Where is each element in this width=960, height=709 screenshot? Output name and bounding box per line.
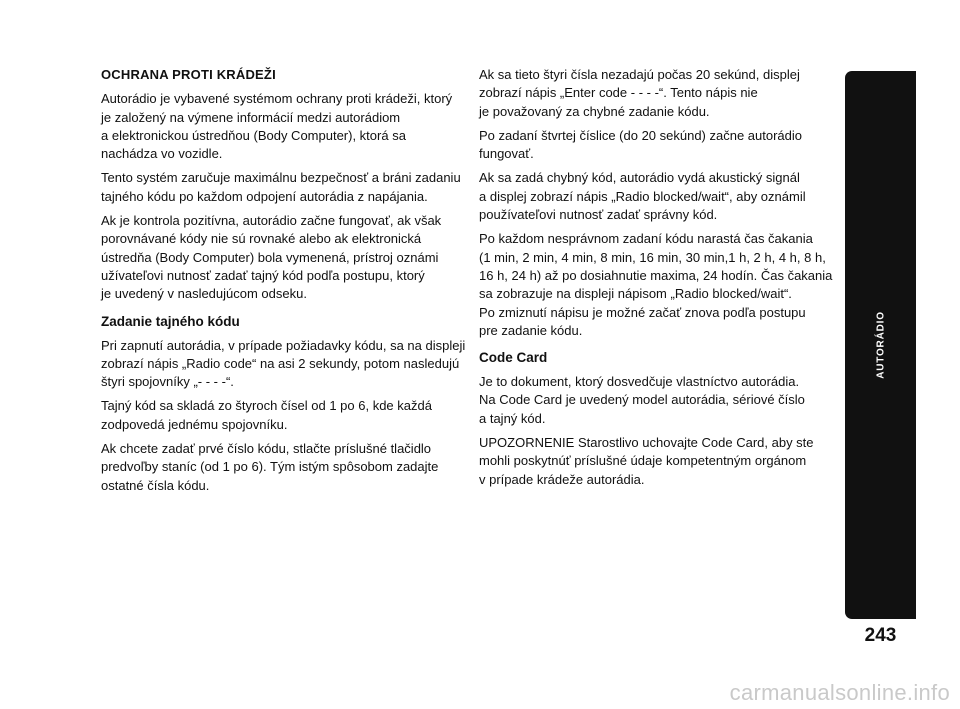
chapter-label: AUTORÁDIO <box>875 311 886 379</box>
paragraph: Ak chcete zadať prvé číslo kódu, stlačte príslušné tlačidlo predvoľby staníc (od 1 po 6). Tým istým spôsobom zadajte ostatné čísla kódu. <box>101 441 439 493</box>
paragraph: Autorádio je vybavené systémom ochrany proti krádeži, ktorý je založený na výmene informácií medzi autorádiom a elektronickou ústredňou (Body Computer), ktorá sa nachádza vo vozidle. <box>101 91 453 162</box>
paragraph: Tajný kód sa skladá zo štyroch čísel od 1 po 6, kde každá zodpovedá jednému spojovníku. <box>101 398 432 432</box>
paragraph: UPOZORNENIE Starostlivo uchovajte Code Card, aby ste mohli poskytnúť príslušné údaje kompetentným orgánom v prípade krádeže autorádia. <box>479 435 814 487</box>
page-number: 243 <box>864 625 897 646</box>
chapter-side-tab <box>845 71 916 619</box>
paragraph: Je to dokument, ktorý dosvedčuje vlastníctvo autorádia. Na Code Card je uvedený model autorádia, sériové číslo a tajný kód. <box>479 374 805 426</box>
paragraph: Po každom nesprávnom zadaní kódu narastá čas čakania (1 min, 2 min, 4 min, 8 min, 16 min, 30 min,1 h, 2 h, 4 h, 8 h, 16 h, 24 h) až po dosiahnutie maxima, 24 hodín. Čas čakania sa zobrazuje na displeji nápisom „Radio blocked/wait“. Po zmiznutí nápisu je možné začať znova podľa postupu pre zadanie kódu. <box>479 231 833 338</box>
paragraph: Ak sa zadá chybný kód, autorádio vydá akustický signál a displej zobrazí nápis „Radio blocked/wait“, aby oznámil používateľovi nutnosť zadať správny kód. <box>479 170 806 223</box>
watermark: carmanualsonline.info <box>729 680 950 705</box>
left-column <box>101 66 471 501</box>
subsection-heading: Zadanie tajného kódu <box>101 313 240 329</box>
right-column <box>479 66 851 495</box>
section-heading: OCHRANA PROTI KRÁDEŽI <box>101 67 276 82</box>
paragraph: Pri zapnutí autorádia, v prípade požiadavky kódu, sa na displeji zobrazí nápis „Radio code“ na asi 2 sekundy, potom nasledujú štyri spojovníky „- - - -“. <box>101 337 466 390</box>
paragraph: Ak sa tieto štyri čísla nezadajú počas 20 sekúnd, displej zobrazí nápis „Enter code - - - -“. Tento nápis nie je považovaný za chybné zadanie kódu. <box>479 67 800 119</box>
paragraph: Ak je kontrola pozitívna, autorádio začne fungovať, ak však porovnávané kódy nie sú rovnaké alebo ak elektronická ústredňa (Body Computer) bola vymenená, prístroj oznámi užívateľovi nutnosť zadať tajný kód podľa postupu, ktorý je uvedený v nasledujúcom odseku. <box>101 213 442 302</box>
paragraph: Po zadaní štvrtej číslice (do 20 sekúnd) začne autorádio fungovať. <box>479 127 803 162</box>
subsection-heading: Code Card <box>479 350 548 366</box>
paragraph: Tento systém zaručuje maximálnu bezpečnosť a bráni zadaniu tajného kódu po každom odpojení autorádia z napájania. <box>101 170 461 204</box>
